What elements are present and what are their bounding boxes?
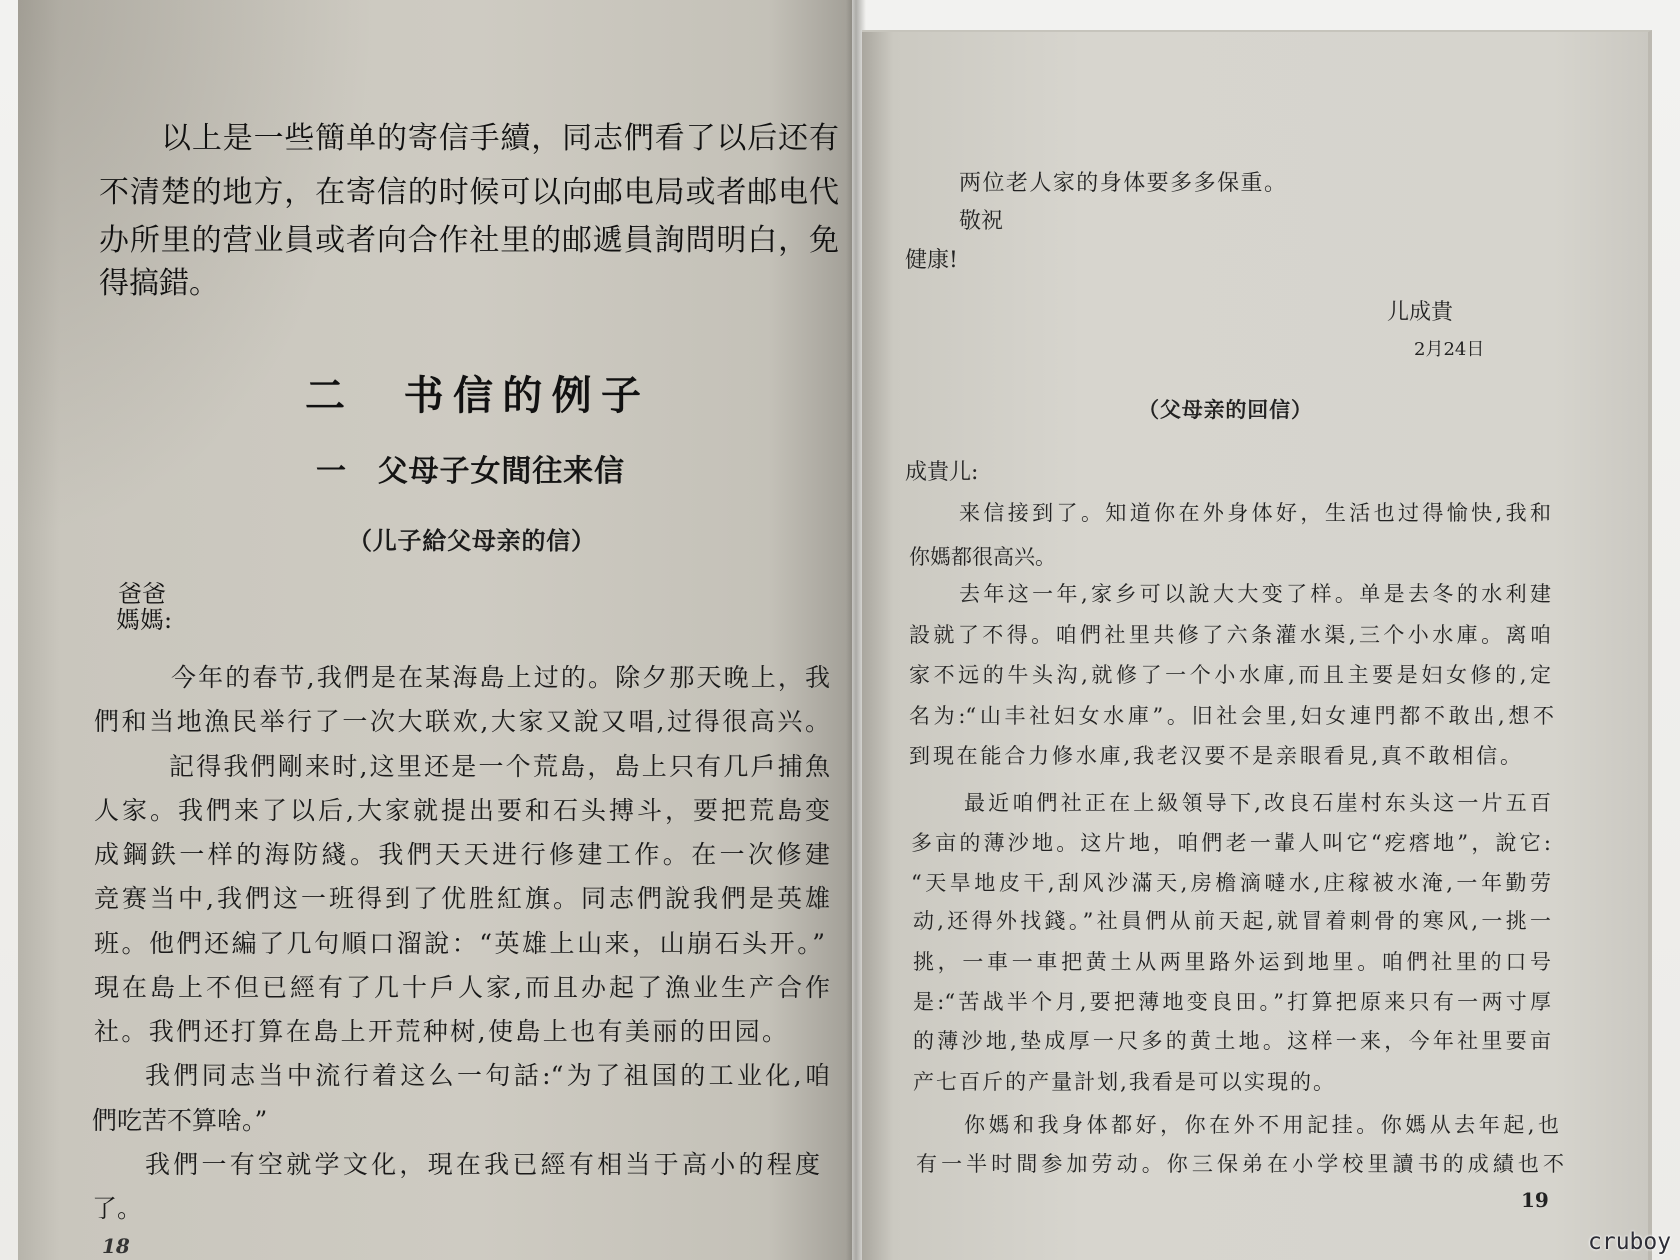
text-line: 挑，一車一車把黄土从两里路外运到地里。咱們社里的口号 [913,950,1551,974]
text-line: 記得我們剛来时,这里还是一个荒島，島上只有几戶捕魚 [169,752,830,781]
text-line: 現在島上不但已經有了几十戶人家,而且办起了漁业生产合作 [94,973,830,1002]
text-line: 了。 [92,1194,143,1223]
text-line: 設就了不得。咱們社里共修了六条灌水渠,三个小水庫。离咱 [909,623,1551,647]
text-line: 名为:“山丰社妇女水庫”。旧社会里,妇女連門都不敢出,想不 [909,704,1554,728]
text-line: 不清楚的地方，在寄信的时候可以向邮电局或者邮电代 [99,175,839,210]
text-line: 們吃苦不算啥。” [92,1106,268,1135]
text-line: 人家。我們来了以后,大家就提出要和石头搏斗，要把荒島变 [94,796,830,825]
text-line: 你媽和我身体都好，你在外不用記挂。你媽从去年起,也 [964,1113,1559,1137]
left-page [18,0,852,1260]
section-heading: 二 书信的例子 [305,372,641,419]
text-line: 成鋼鉄一样的海防綫。我們天天进行修建工作。在一次修建 [94,840,830,869]
text-line: 我們一有空就学文化，現在我已經有相当于高小的程度 [145,1150,820,1179]
letter-date: 2月24日 [1414,339,1485,360]
text-line: 我們同志当中流行着这么一句話:“为了祖国的工业化,咱 [145,1061,830,1090]
text-line: “天旱地皮干,刮风沙滿天,房檐滴噠水,庄稼被水淹,一年勤劳 [911,871,1551,895]
text-line: 家不远的牛头沟,就修了一个小水庫,而且主要是妇女修的,定 [909,663,1551,687]
text-line: 去年这一年,家乡可以說大大变了样。单是去冬的水利建 [959,582,1551,606]
text-line: 是:“苦战半个月,要把薄地变良田。”打算把原来只有一两寸厚 [913,990,1551,1014]
closing-line: 两位老人家的身体要多多保重。 [959,171,1286,196]
text-line: 你媽都很高兴。 [909,545,1056,569]
text-line: 社。我們还打算在島上开荒种树,使島上也有美丽的田园。 [94,1017,787,1046]
salutation-line: 爸爸 [118,580,166,608]
text-line: 产七百斤的产量計划,我看是可以实現的。 [913,1070,1334,1094]
letter-title: （儿子給父母亲的信） [348,526,595,555]
text-line: 办所里的营业員或者向合作社里的邮遞員詢問明白，免 [99,223,839,258]
text-line: 到現在能合力修水庫,我老汉要不是亲眼看見,真不敢相信。 [909,744,1521,768]
text-line: 动,还得外找錢。”社員們从前天起,就冒着刺骨的寒风,一挑一 [913,909,1551,933]
text-line: 来信接到了。知道你在外身体好，生活也过得愉快,我和 [959,501,1551,525]
text-line: 多亩的薄沙地。这片地，咱們老一輩人叫它“疙瘩地”，說它: [911,831,1551,855]
text-line: 的薄沙地,垫成厚一尺多的黄土地。这样一来，今年社里要亩 [913,1029,1551,1053]
text-line: 最近咱們社正在上級領导下,改良石崖村东头这一片五百 [964,791,1551,815]
text-line: 班。他們还編了几句順口溜說：“英雄上山来，山崩石头开。” [94,929,825,958]
subsection-heading: 一 父母子女間往来信 [316,454,624,489]
text-line: 竞赛当中,我們这一班得到了优胜紅旗。同志們說我們是英雄 [94,884,830,913]
reply-salutation: 成貴儿: [905,460,979,485]
reply-title: （父母亲的回信） [1138,397,1312,422]
salutation-line: 媽媽: [116,606,173,634]
watermark: cruboy [1588,1229,1672,1255]
right-page [862,30,1652,1260]
page-number: 18 [102,1234,130,1258]
closing-blessing: 健康! [905,248,958,273]
text-line: 今年的春节,我們是在某海島上过的。除夕那天晚上，我 [171,663,830,692]
text-line: 有一半时間参加劳动。你三保弟在小学校里讀书的成績也不 [916,1152,1564,1176]
closing-wish: 敬祝 [959,209,1004,234]
text-line: 以上是一些簡单的寄信手續，同志們看了以后还有 [161,121,839,156]
text-line: 們和当地漁民举行了一次大联欢,大家又說又唱,过得很高兴。 [94,707,830,736]
letter-signature: 儿成貴 [1387,300,1454,325]
page-number: 19 [1521,1188,1549,1212]
text-line: 得搞錯。 [99,266,219,301]
